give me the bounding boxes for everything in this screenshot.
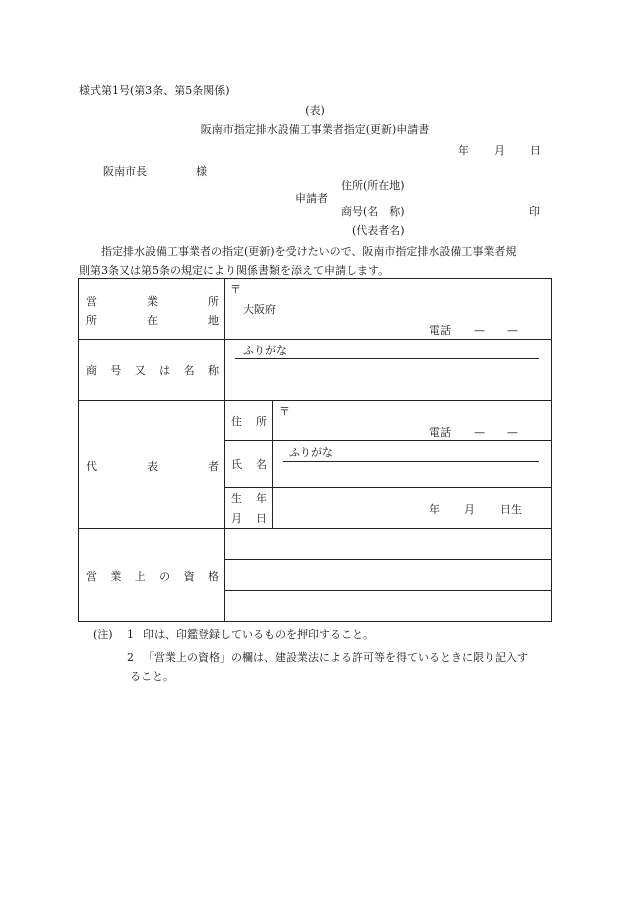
date-month-label: 月 <box>494 144 505 157</box>
rep-phone-label: 電話 <box>429 426 451 439</box>
note1-text: 印は、印鑑登録しているものを押印すること。 <box>143 628 374 641</box>
trade-name-furigana-line[interactable] <box>235 358 539 359</box>
note2-text-line2: ること。 <box>130 670 174 683</box>
addressee-honorific: 様 <box>196 165 207 178</box>
rep-name-label: 氏 名 <box>231 458 267 471</box>
note1-number: 1 <box>127 628 134 641</box>
representative-label: 代 表 者 <box>86 460 219 473</box>
office-phone-separators[interactable]: — — <box>474 324 518 337</box>
rep-birth-label-line1: 生 年 <box>231 492 267 505</box>
note2-text-line1: 「営業上の資格」の欄は、建設業法による許可等を得ているときに限り記入す <box>143 651 528 664</box>
seal-mark: 印 <box>529 205 540 218</box>
rep-phone-separators[interactable]: — — <box>474 426 518 439</box>
office-postal-mark: 〒 <box>230 283 241 296</box>
rep-birth-label-line2: 月 日 <box>231 512 267 525</box>
date-day-label: 日 <box>530 144 541 157</box>
form-title: 阪南市指定排水設備工事業者指定(更新)申請書 <box>200 123 430 136</box>
rep-birth-month-label: 月 <box>464 503 475 516</box>
office-phone-label: 電話 <box>429 324 451 337</box>
rep-name-furigana-line[interactable] <box>283 461 539 462</box>
rep-name-furigana-label: ふりがな <box>289 446 333 459</box>
notes-heading: (注) <box>93 628 113 641</box>
trade-name-label: 商 号 又 は 名 称 <box>86 364 219 377</box>
note2-number: 2 <box>127 651 134 664</box>
addressee-name: 阪南市長 <box>103 165 147 178</box>
form-number: 様式第1号(第3条、第5条関係) <box>79 84 230 97</box>
rep-birth-year-label: 年 <box>429 503 440 516</box>
date-year-label: 年 <box>458 144 469 157</box>
rep-address-label: 住 所 <box>231 415 267 428</box>
representative-name-label: (代表者名) <box>352 224 405 237</box>
applicant-trade-name-label: 商号(名 称) <box>341 205 405 218</box>
applicant-address-label: 住所(所在地) <box>341 179 405 192</box>
body-text-line1: 指定排水設備工事業者の指定(更新)を受けたいので、阪南市指定排水設備工事業者規 <box>101 245 517 258</box>
applicant-label: 申請者 <box>295 192 328 205</box>
body-text-line2: 則第3条又は第5条の規定により関係書類を添えて申請します。 <box>79 264 390 277</box>
trade-name-furigana-label: ふりがな <box>243 344 287 357</box>
office-label-line1: 営 業 所 <box>86 295 219 308</box>
office-prefecture[interactable]: 大阪府 <box>243 303 276 316</box>
office-label-line2: 所 在 地 <box>86 314 219 327</box>
rep-postal-mark: 〒 <box>279 405 290 418</box>
rep-birth-day-label: 日生 <box>500 503 522 516</box>
side-label: (表) <box>305 104 325 117</box>
qualification-label: 営 業 上 の 資 格 <box>86 570 219 583</box>
